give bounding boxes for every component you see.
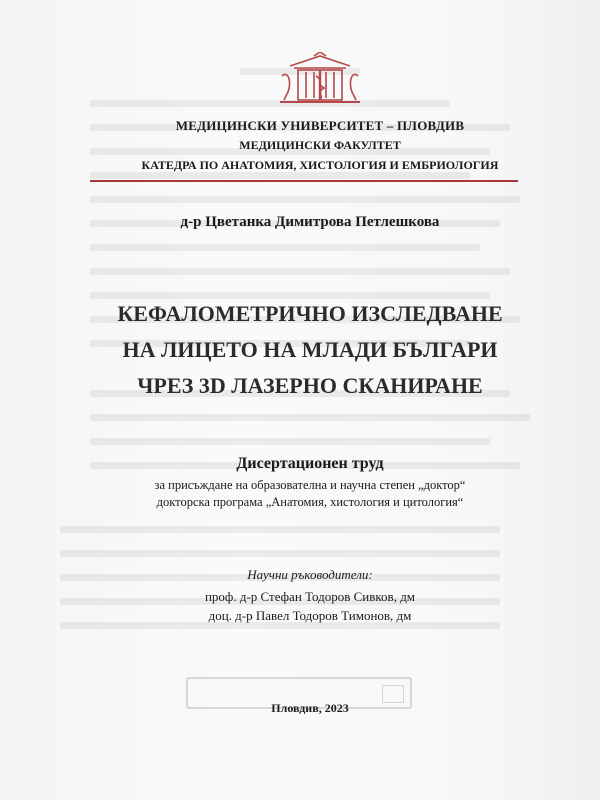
title-line-3: ЧРЕЗ 3D ЛАЗЕРНО СКАНИРАНЕ [137,373,483,398]
dissertation-title [0,296,600,404]
thesis-heading: Дисертационен труд [236,455,384,472]
place-and-year: Пловдив, 2023 [271,701,349,715]
university-name: МЕДИЦИНСКИ УНИВЕРСИТЕТ – ПЛОВДИВ [175,118,465,133]
thesis-degree-line: за присъждане на образователна и научна степен „доктор“ [154,478,466,492]
title-line-2: НА ЛИЦЕТО НА МЛАДИ БЪЛГАРИ [122,337,498,362]
faculty-name: МЕДИЦИНСКИ ФАКУЛТЕТ [239,138,401,152]
header-divider [90,180,518,182]
title-line-1: КЕФАЛОМЕТРИЧНО ИЗСЛЕДВАНЕ [117,301,503,326]
supervisor-second: доц. д-р Павел Тодоров Тимонов, дм [208,608,412,623]
university-crest-icon [270,52,370,108]
supervisors-label: Научни ръководители: [247,567,373,582]
department-name: КАТЕДРА ПО АНАТОМИЯ, ХИСТОЛОГИЯ И ЕМБРИОЛОГИЯ [141,158,499,172]
thesis-program-line: докторска програма „Анатомия, хистология и цитология“ [156,495,464,509]
supervisor-first: проф. д-р Стефан Тодоров Сивков, дм [204,589,416,604]
author-name: д-р Цветанка Димитрова Петлешкова [180,214,440,230]
